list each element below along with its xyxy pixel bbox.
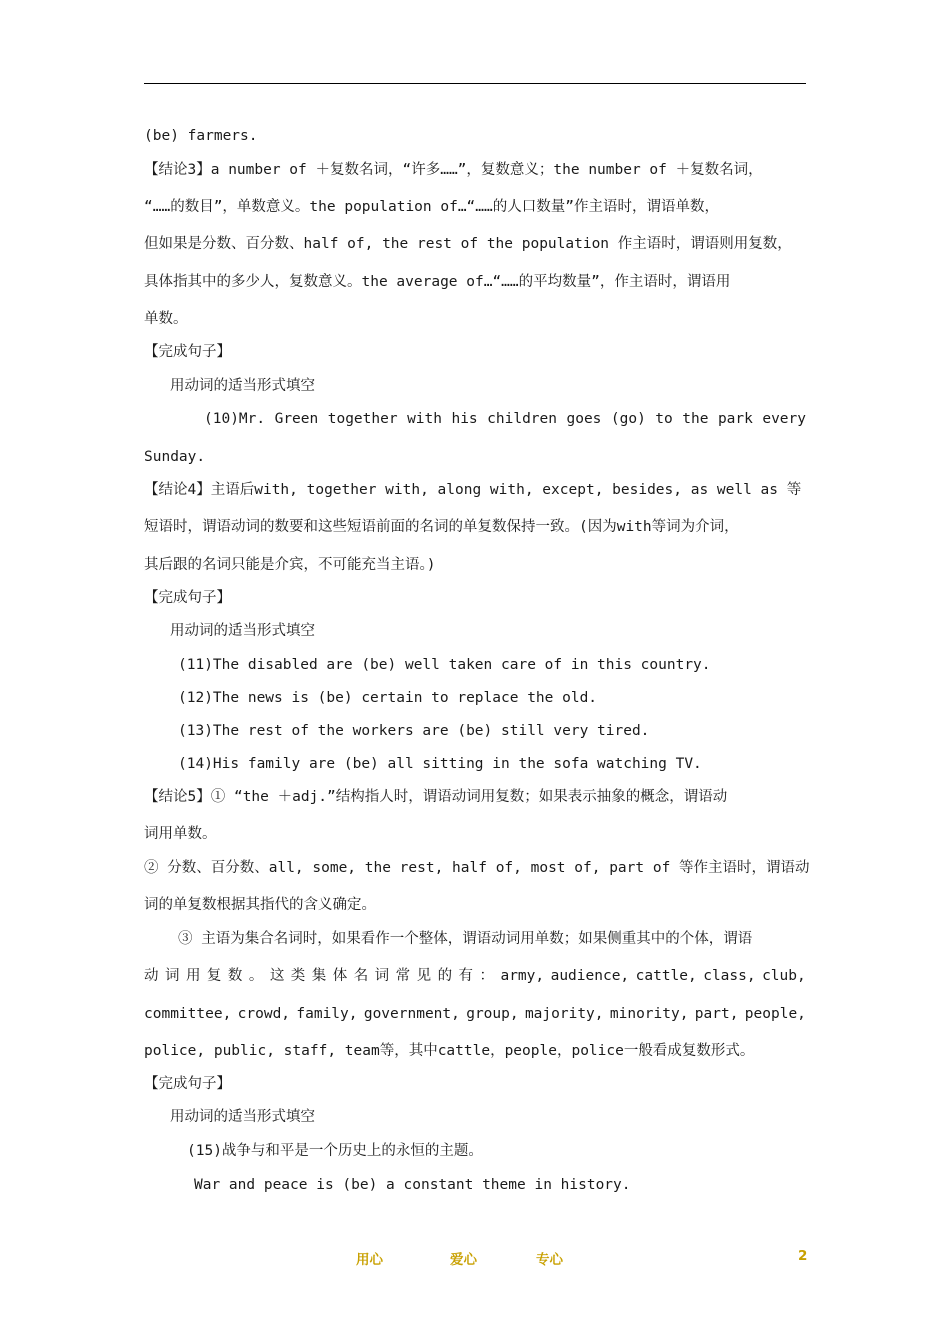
word: 集 xyxy=(311,968,327,984)
word: children xyxy=(487,411,557,427)
word: 复 xyxy=(206,968,222,984)
word: minority, xyxy=(609,1006,689,1022)
word: with xyxy=(407,411,442,427)
exercise-10-line xyxy=(204,409,806,429)
word: 。 xyxy=(248,968,264,984)
word: (10)Mr. xyxy=(204,411,266,427)
footer-motto: 爱心 xyxy=(450,1252,477,1268)
word: army, xyxy=(500,968,545,984)
word: committee, xyxy=(144,1006,232,1022)
word: family, xyxy=(296,1006,358,1022)
word: 名 xyxy=(353,968,369,984)
word: audience, xyxy=(550,968,630,984)
conclusion-4-heading-line: 【结论4】主语后with, together with, along with, except, besides, as well as 等 xyxy=(144,482,802,498)
word: goes xyxy=(566,411,602,427)
exercise-line: (13)The rest of the workers are (be) still very tired. xyxy=(178,723,650,739)
word: crowd, xyxy=(237,1006,291,1022)
header-rule xyxy=(144,83,806,84)
text-line: 词用单数。 xyxy=(144,826,217,842)
text-line: Sunday. xyxy=(144,449,206,465)
text-line: police, public, staff, team等，其中cattle，people，police一般看成复数形式。 xyxy=(144,1043,755,1059)
exercise-line: (11)The disabled are (be) well taken care of in this country. xyxy=(178,657,711,673)
word: 的 xyxy=(437,968,453,984)
word: Green xyxy=(274,411,319,427)
word: the xyxy=(682,411,709,427)
text-line-justified xyxy=(144,1004,806,1024)
word: majority, xyxy=(524,1006,604,1022)
word: 见 xyxy=(416,968,432,984)
word: 用 xyxy=(185,968,201,984)
word: 词 xyxy=(164,968,180,984)
conclusion-5-heading-line: 【结论5】① “the ＋adj.”结构指人时，谓语动词用复数；如果表示抽象的概念，谓语动 xyxy=(144,789,728,805)
word: 体 xyxy=(332,968,348,984)
word: together xyxy=(327,411,398,427)
exercise-line: (15)战争与和平是一个历史上的永恒的主题。 xyxy=(187,1143,483,1159)
instruction-line: 用动词的适当形式填空 xyxy=(170,623,315,639)
word: (go) xyxy=(610,411,646,427)
text-line: 单数。 xyxy=(144,311,188,327)
word: government, xyxy=(363,1006,460,1022)
word: class, xyxy=(703,968,756,984)
exercise-line: (12)The news is (be) certain to replace the old. xyxy=(178,690,598,706)
text-line: 但如果是分数、百分数、half of, the rest of the population 作主语时，谓语则用复数， xyxy=(144,236,792,252)
section-heading: 【完成句子】 xyxy=(144,1076,231,1092)
text-line: ② 分数、百分数、all, some, the rest, half of, most of, part of 等作主语时，谓语动 xyxy=(144,860,810,876)
text-line: (be) farmers. xyxy=(144,128,258,144)
footer-motto: 专心 xyxy=(536,1252,563,1268)
word: 常 xyxy=(395,968,411,984)
word: every xyxy=(762,411,806,427)
word: 有 xyxy=(458,968,474,984)
word: part, xyxy=(694,1006,739,1022)
word: to xyxy=(655,411,673,427)
text-line: 词的单复数根据其指代的含义确定。 xyxy=(144,897,376,913)
word: his xyxy=(451,411,478,427)
word: 词 xyxy=(374,968,390,984)
exercise-answer-line: War and peace is (be) a constant theme in history. xyxy=(194,1177,631,1193)
word: cattle, xyxy=(635,968,697,984)
instruction-line: 用动词的适当形式填空 xyxy=(170,378,315,394)
word: 这 xyxy=(269,968,285,984)
word: people, xyxy=(744,1006,806,1022)
footer-motto: 用心 xyxy=(356,1252,383,1268)
instruction-line: 用动词的适当形式填空 xyxy=(170,1109,315,1125)
page-number: 2 xyxy=(798,1248,808,1264)
word: 类 xyxy=(290,968,306,984)
word: 动 xyxy=(144,968,159,984)
text-line: 其后跟的名词只能是介宾，不可能充当主语。) xyxy=(144,557,436,573)
exercise-line: (14)His family are (be) all sitting in the sofa watching TV. xyxy=(178,756,702,772)
word: ： xyxy=(479,968,494,984)
text-line: “……的数目”，单数意义。the population of…“……的人口数量”作主语时，谓语单数， xyxy=(144,199,719,215)
text-line: ③ 主语为集合名词时，如果看作一个整体，谓语动词用单数；如果侧重其中的个体，谓语 xyxy=(178,931,753,947)
word: group, xyxy=(466,1006,519,1022)
word: club, xyxy=(762,968,806,984)
text-line-justified xyxy=(144,966,806,986)
section-heading: 【完成句子】 xyxy=(144,590,231,606)
conclusion-3-heading-line: 【结论3】a number of ＋复数名词，“许多……”，复数意义；the number of ＋复数名词， xyxy=(144,162,763,178)
section-heading: 【完成句子】 xyxy=(144,344,231,360)
word: 数 xyxy=(227,968,243,984)
text-line: 具体指其中的多少人，复数意义。the average of…“……的平均数量”，作主语时，谓语用 xyxy=(144,274,731,290)
text-line: 短语时，谓语动词的数要和这些短语前面的名词的单复数保持一致。(因为with等词为介词， xyxy=(144,519,739,535)
word: park xyxy=(717,411,753,427)
